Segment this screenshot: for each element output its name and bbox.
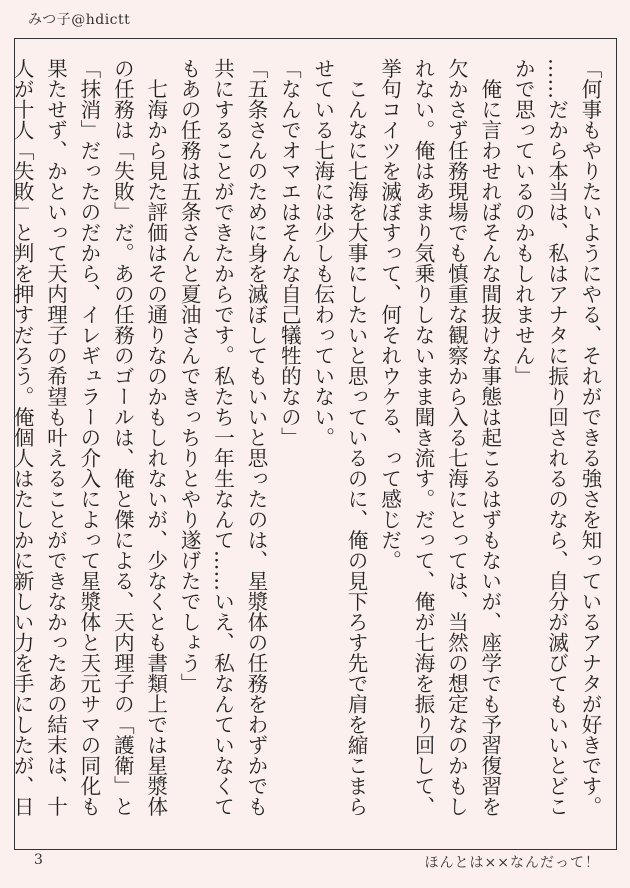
text-line: 人が十人「失敗」と判を押すだろう。俺個人はたしかに新しい力を手にしたが、日 xyxy=(10,58,35,817)
text-line: ……だから本当は、私はアナタに振り回されるのなら、自分が滅びてもいいとどこ xyxy=(544,58,569,817)
text-line: の任務は「失敗」だ。あの任務のゴールは、俺と傑による、天内理子の「護衛」と xyxy=(110,58,135,817)
body-text xyxy=(10,58,606,844)
text-line: 「抹消」だったのだから、イレギュラーの介入によって星漿体と天元サマの同化も xyxy=(76,58,101,817)
text-line: 「なんでオマエはそんな自己犠牲的なの」 xyxy=(277,58,302,448)
work-title: ほんとは××なんだって！ xyxy=(424,855,600,871)
text-line: せている七海には少しも伝わっていない。 xyxy=(310,58,335,448)
text-line: 挙句コイツを滅ぼすって、何それウケる、って感じだ。 xyxy=(377,58,402,571)
author-header: みつ子@hdictt xyxy=(28,12,131,28)
text-line: 欠かさず任務現場でも慎重な観察から入る七海にとっては、当然の想定なのかもし xyxy=(444,58,469,817)
text-line: もあの任務は五条さんと夏油さんできっちりとやり遂げたでしょう」 xyxy=(177,58,202,694)
text-line: 共にすることができたからです。私たち一年生なんて……いえ、私なんていなくて xyxy=(210,58,235,817)
text-line: 俺に言わせればそんな間抜けな事態は起こるはずもないが、座学でも予習復習を xyxy=(477,58,502,817)
text-line: こんなに七海を大事にしたいと思っているのに、俺の見下ろす先で肩を縮こまら xyxy=(344,58,369,817)
text-line: 七海から見た評価はその通りなのかもしれないが、少なくとも書類上では星漿体 xyxy=(143,58,168,817)
text-line: 「何事もやりたいようにやる、それができる強さを知っているアナタが好きです。 xyxy=(578,58,602,817)
text-line: かで思っているのかもしれません」 xyxy=(511,58,536,386)
page-number: 3 xyxy=(34,852,43,868)
text-line: 果たせず、かといって天内理子の希望も叶えることができなかったあの結末は、十 xyxy=(43,58,68,817)
text-line: 「五条さんのために身を滅ぼしてもいいと思ったのは、星漿体の任務をわずかでも xyxy=(243,58,268,817)
text-line: れない。俺はあまり気乗りしないまま聞き流す。だって、俺が七海を振り回して、 xyxy=(410,58,435,817)
